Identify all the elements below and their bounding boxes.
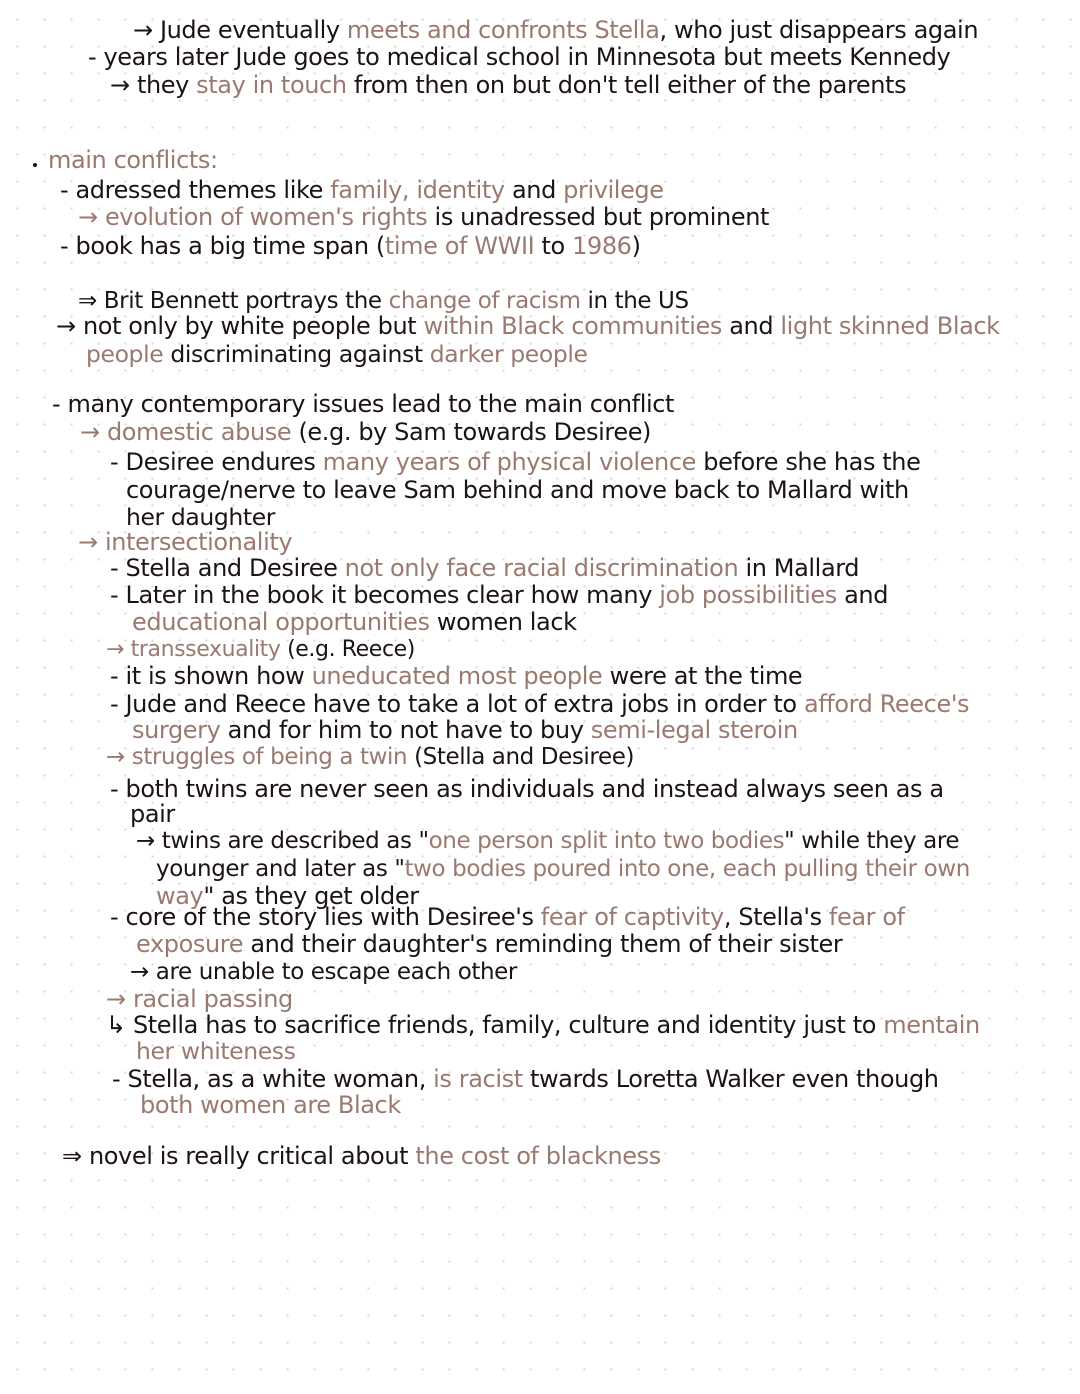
highlighted-text: semi-legal steroin <box>590 716 798 744</box>
highlighted-text: stay in touch <box>196 71 347 99</box>
highlighted-text: one person split into two bodies <box>428 828 785 854</box>
highlighted-text: is racist <box>433 1065 523 1093</box>
note-line <box>136 930 842 958</box>
note-line <box>136 1037 295 1065</box>
highlighted-text: change of racism <box>388 288 581 314</box>
note-line <box>156 855 970 883</box>
note-line <box>126 503 275 531</box>
note-text: courage/nerve to leave Sam behind and move back to Mallard with <box>126 476 909 504</box>
note-text: were at the time <box>602 662 803 690</box>
note-line <box>136 827 959 855</box>
note-line <box>62 1142 661 1170</box>
highlighted-text: exposure <box>136 930 244 958</box>
note-text: - Jude and Reece have to take a lot of extra jobs in order to <box>110 690 804 718</box>
note-line <box>110 448 920 476</box>
note-line <box>130 800 175 828</box>
highlighted-text: → racial passing <box>106 985 293 1013</box>
highlighted-text: job possibilities <box>659 581 837 609</box>
note-text: from then on but don't tell either of the parents <box>346 71 907 99</box>
note-text: - Desiree endures <box>110 448 323 476</box>
note-line <box>106 985 293 1013</box>
note-line <box>110 775 944 803</box>
note-line <box>110 71 906 99</box>
note-line <box>110 903 905 931</box>
note-text: pair <box>130 800 175 828</box>
highlighted-text: darker people <box>429 340 588 368</box>
note-text: her daughter <box>126 503 276 531</box>
highlighted-text: family, identity <box>330 176 505 204</box>
note-text: → twins are described as " <box>136 828 429 854</box>
note-line <box>78 528 292 556</box>
note-text: , Stella's <box>723 903 829 931</box>
note-line <box>88 43 950 71</box>
highlighted-text: both women are Black <box>140 1091 401 1119</box>
highlighted-text: the cost of blackness <box>415 1142 661 1170</box>
highlighted-text: many years of physical violence <box>322 448 697 476</box>
note-text: - adressed themes like <box>60 176 331 204</box>
highlighted-text: → transsexuality <box>106 637 281 662</box>
highlighted-text: educational opportunities <box>132 608 430 636</box>
highlighted-text: 1986 <box>572 232 632 260</box>
note-text: " while they are <box>784 828 960 854</box>
note-text: (e.g. Reece) <box>280 637 415 662</box>
note-text: - years later Jude goes to medical school in Minnesota but meets Kennedy <box>88 43 951 71</box>
note-line <box>106 743 634 771</box>
note-text: - core of the story lies with Desiree's <box>110 903 541 931</box>
note-text: and <box>504 176 564 204</box>
note-text: before she has the <box>696 448 921 476</box>
note-line <box>86 340 588 368</box>
highlighted-text: uneducated most people <box>311 662 603 690</box>
highlighted-text: two bodies poured into one, each pulling their own <box>404 856 970 882</box>
note-line <box>78 287 689 315</box>
highlighted-text: fear of captivity <box>540 903 724 931</box>
note-text: - many contemporary issues lead to the main conflict <box>52 390 675 418</box>
note-line <box>48 146 218 174</box>
note-text: - it is shown how <box>110 662 312 690</box>
highlighted-text: people <box>86 340 164 368</box>
note-text: ⇒ Brit Bennett portrays the <box>78 288 389 314</box>
note-line <box>133 16 978 44</box>
note-line <box>110 581 888 609</box>
note-text: - Stella and Desiree <box>110 554 345 582</box>
note-text: in the US <box>580 288 689 314</box>
note-line <box>60 232 641 260</box>
highlighted-text: fear of <box>828 903 905 931</box>
highlighted-text: mentain <box>883 1011 980 1039</box>
note-text: is unadressed but prominent <box>427 203 770 231</box>
note-line <box>110 662 802 690</box>
note-text: discriminating against <box>163 340 430 368</box>
note-text: (e.g. by Sam towards Desiree) <box>291 418 652 446</box>
note-text: and their daughter's reminding them of their sister <box>243 930 843 958</box>
note-text: younger and later as " <box>156 856 405 882</box>
highlighted-text: light skinned Black <box>780 312 1000 340</box>
note-text: (Stella and Desiree) <box>407 744 635 770</box>
highlighted-text: her whiteness <box>136 1037 296 1065</box>
highlighted-text: → struggles of being a twin <box>106 744 408 770</box>
note-text: - both twins are never seen as individuals and instead always seen as a <box>110 775 944 803</box>
note-line <box>110 690 969 718</box>
note-line <box>106 1011 980 1039</box>
note-text: to <box>534 232 573 260</box>
highlighted-text: time of WWII <box>384 232 535 260</box>
note-text: and <box>836 581 889 609</box>
note-line <box>112 1065 939 1093</box>
note-line <box>132 608 577 636</box>
note-text: and for him to not have to buy <box>220 716 591 744</box>
note-text: ⇒ novel is really critical about <box>62 1142 416 1170</box>
note-line <box>140 1091 401 1119</box>
highlighted-text: afford Reece's <box>803 690 970 718</box>
note-line <box>132 716 798 744</box>
note-text: - book has a big time span ( <box>60 232 385 260</box>
note-text: ↳ Stella has to sacrifice friends, family, culture and identity just to <box>106 1011 884 1039</box>
note-line <box>126 476 909 504</box>
note-line <box>52 390 674 418</box>
note-line <box>130 958 517 986</box>
note-line <box>60 176 664 204</box>
note-text: → Jude eventually <box>133 16 347 44</box>
highlighted-text: meets and confronts Stella <box>346 16 660 44</box>
highlighted-text: way <box>156 882 204 910</box>
note-text: ) <box>631 232 641 260</box>
note-line <box>110 554 859 582</box>
note-text: → are unable to escape each other <box>130 959 517 985</box>
note-text: twards Loretta Walker even though <box>522 1065 939 1093</box>
highlighted-text: within Black communities <box>423 312 722 340</box>
note-line <box>56 312 1000 340</box>
note-text: , who just disappears again <box>659 16 979 44</box>
highlighted-text: → intersectionality <box>78 528 293 556</box>
note-line <box>80 418 651 446</box>
highlighted-text: → domestic abuse <box>80 418 292 446</box>
note-text: → they <box>110 71 197 99</box>
highlighted-text: → evolution of women's rights <box>78 203 428 231</box>
note-text: " as they get older <box>203 882 419 910</box>
bullet-dot <box>33 163 37 167</box>
highlighted-text: main conflicts: <box>48 146 218 174</box>
note-text: women lack <box>429 608 577 636</box>
note-line <box>78 203 769 231</box>
highlighted-text: not only face racial discrimination <box>344 554 739 582</box>
note-text: in Mallard <box>738 554 860 582</box>
note-text: → not only by white people but <box>56 312 424 340</box>
note-text: - Stella, as a white woman, <box>112 1065 434 1093</box>
note-line <box>106 636 415 664</box>
note-text: - Later in the book it becomes clear how many <box>110 581 660 609</box>
note-text: and <box>721 312 781 340</box>
highlighted-text: surgery <box>132 716 221 744</box>
highlighted-text: privilege <box>563 176 664 204</box>
